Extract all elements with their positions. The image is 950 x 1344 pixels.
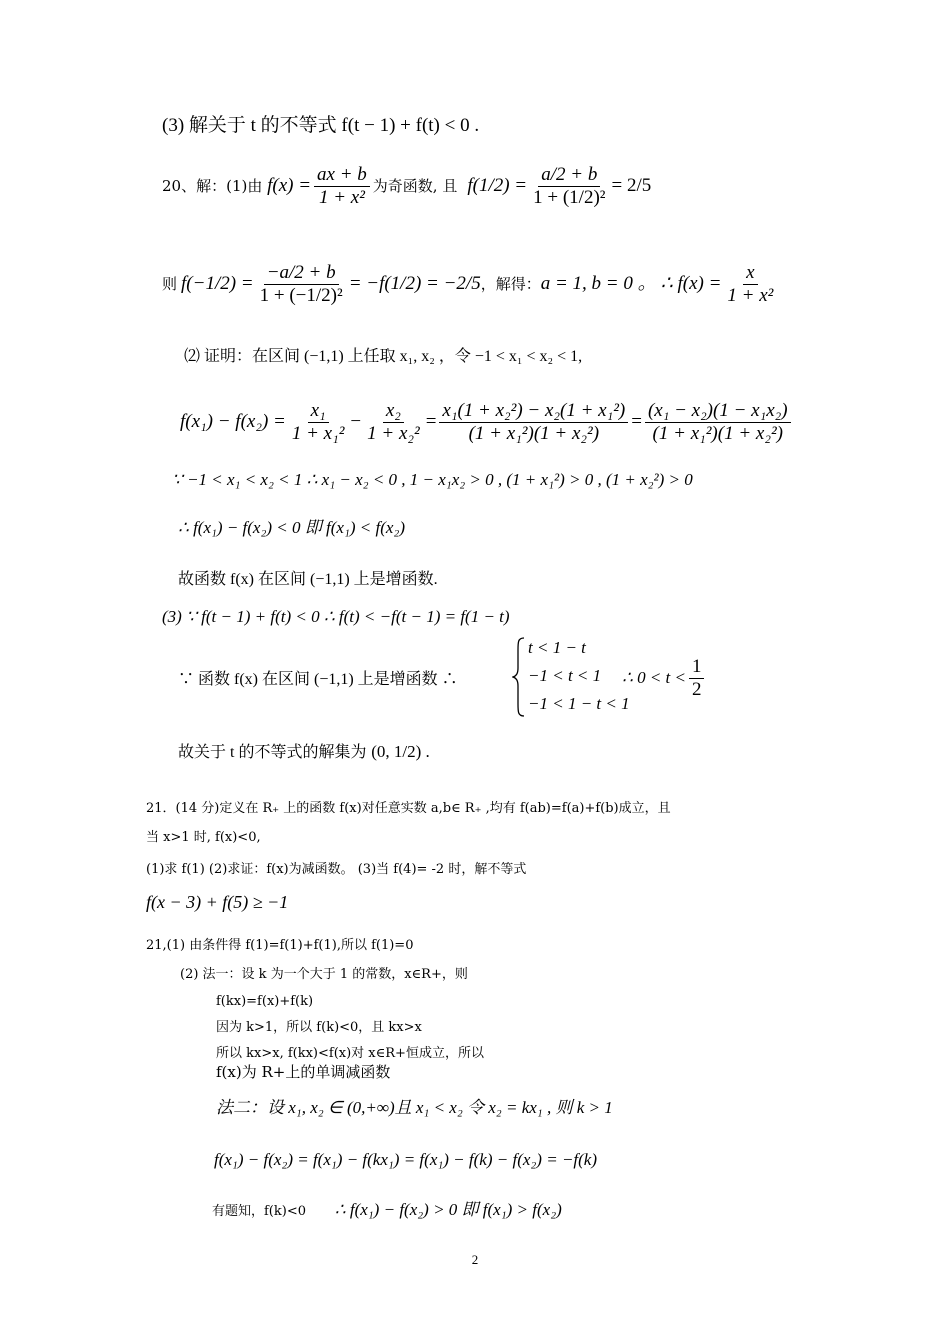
q21-subquestions: (1)求 f(1) (2)求证：f(x)为减函数。 (3)当 f(4)= -2 时，解不等式 (146, 862, 527, 877)
s21-method2-given: 有题知，f(k)<0 ∴ f(x₁) − f(x₂) > 0 即 f(x₁) > f(x₂) (212, 1200, 562, 1219)
s21-method1-step3: 所以 kx>x, f(kx)<f(x)对 x∈R+恒成立，所以 (216, 1046, 484, 1061)
q20-part3-system-intro: ∵ 函数 f(x) 在区间 (−1,1) 上是增函数 ∴ (178, 671, 458, 688)
q20-solve-line: 则 f(−1/2) = $\frac{-a/2 + b}{\text{1 + (−1/2)²}}$ = −f(1/2) = −2/5 ，解得： a = 1, b = 0 。 ∴ f(x) = $\frac{x}{\text{1 + x²}}$ (162, 258, 779, 310)
q20-part2-intro: ⑵ 证明：在区间 (−1,1) 上任取 x₁, x₂ ，令 −1 < x₁ < x₂ < 1, (184, 348, 583, 365)
s21-method2-equation: f(x₁) − f(x₂) = f(x₁) − f(kx₁) = f(x₁) − f(k) − f(x₂) = −f(k) (214, 1150, 598, 1169)
fraction-f-def: $\frac{ax + b}{\text{1 + x²}}$ (314, 164, 370, 209)
s21-method1-intro: (2) 法一：设 k 为一个大于 1 的常数，x∈R+，则 (180, 967, 468, 982)
page-number: 2 (471, 1252, 479, 1267)
s21-method1-step1: f(kx)=f(x)+f(k) (216, 994, 314, 1009)
brace-icon (512, 636, 526, 718)
q21-inequality: f(x − 3) + f(5) ≥ −1 (146, 892, 289, 912)
q20-part3-start: (3) ∵ f(t − 1) + f(t) < 0 ∴ f(t) < −f(t − 1) = f(1 − t) (162, 607, 510, 626)
inequality-system (512, 636, 632, 718)
q20-sign-analysis: ∵ −1 < x₁ < x₂ < 1 ∴ x₁ − x₂ < 0 , 1 − x₁x₂ > 0 , (1 + x₁²) > 0 , (1 + x₂²) > 0 (172, 470, 693, 489)
system-row-1: t < 1 − t (528, 638, 586, 657)
fraction-l5-4: $\frac{\text{(x₁ − x₂)(1 − x₁x₂)}}{\text{(1 + x₁²)(1 + x₂²)}}$ (645, 400, 791, 445)
q20-solution-set: 故关于 t 的不等式的解集为 (0, 1/2) . (178, 742, 430, 761)
q20-conclusion-inequality: ∴ f(x₁) − f(x₂) < 0 即 f(x₁) < f(x₂) (178, 518, 405, 537)
s21-method2-intro: 法二：设 x₁, x₂ ∈ (0,+∞)且 x₁ < x₂ 令 x₂ = kx₁ , 则 k > 1 (216, 1098, 613, 1117)
fraction-l5-2: $\frac{\text{x₂}}{\text{1 + x₂²}}$ (367, 399, 420, 444)
s21-method1-conclusion: f(x)为 R+上的单调减函数 (216, 1063, 391, 1081)
system-row-3: −1 < 1 − t < 1 (528, 694, 630, 713)
s21-part1: 21,(1) 由条件得 f(1)=f(1)+f(1),所以 f(1)=0 (146, 938, 414, 953)
part3-question: (3) 解关于 t 的不等式 f(t − 1) + f(t) < 0 . (162, 115, 480, 136)
fraction-half: $\frac{1}{2}$ (689, 656, 705, 701)
q20-part1-line: 20、解：(1)由 f(x) = $\frac{ax + b}{\text{1 + x²}}$ 为奇函数, 且 f(1/2) = $\frac{a/2 + b}{\text{1 + (1/2)²}}$ = 2/5 (162, 163, 652, 208)
fraction-result: $\frac{x}{\text{1 + x²}}$ (727, 261, 774, 306)
system-row-2: −1 < t < 1 (528, 666, 602, 685)
q20-difference-line: f(x₁) − f(x₂) = $\frac{\text{x₁}}{\text{1 + x₁²}}$ − $\frac{\text{x₂}}{\text{1 + x₂²}}$ = $\frac{\text{x₁(1 + x₂²) − x₂(1 + x₁²)}}{\text{(1 + x₁²)(1 + x₂²)}}$ = $\frac{\text{(x₁ − x₂)(1 − x₁x₂)}}{\text{(1 + x₁²)(1 + x₂²)}}$ (180, 396, 794, 448)
q21-statement-1: 21．(14 分)定义在 R₊ 上的函数 f(x)对任意实数 a,b∈ R₊ ,均有 f(ab)=f(a)+f(b)成立，且 (146, 801, 671, 816)
s21-method1-step2: 因为 k>1，所以 f(k)<0，且 kx>x (216, 1020, 422, 1035)
q20-increasing-statement: 故函数 f(x) 在区间 (−1,1) 上是增函数. (178, 571, 438, 588)
q21-statement-2: 当 x>1 时, f(x)<0, (146, 830, 261, 845)
q20-part3-range: ∴ 0 < t < $\frac{1}{2}$ (622, 656, 707, 700)
fraction-f-neg-half: $\frac{-a/2 + b}{\text{1 + (−1/2)²}}$ (259, 261, 343, 306)
fraction-l5-3: $\frac{\text{x₁(1 + x₂²) − x₂(1 + x₁²)}}{\text{(1 + x₁²)(1 + x₂²)}}$ (439, 400, 628, 445)
fraction-l5-1: $\frac{\text{x₁}}{\text{1 + x₁²}}$ (291, 399, 345, 444)
fraction-f-half: $\frac{a/2 + b}{\text{1 + (1/2)²}}$ (533, 163, 606, 208)
